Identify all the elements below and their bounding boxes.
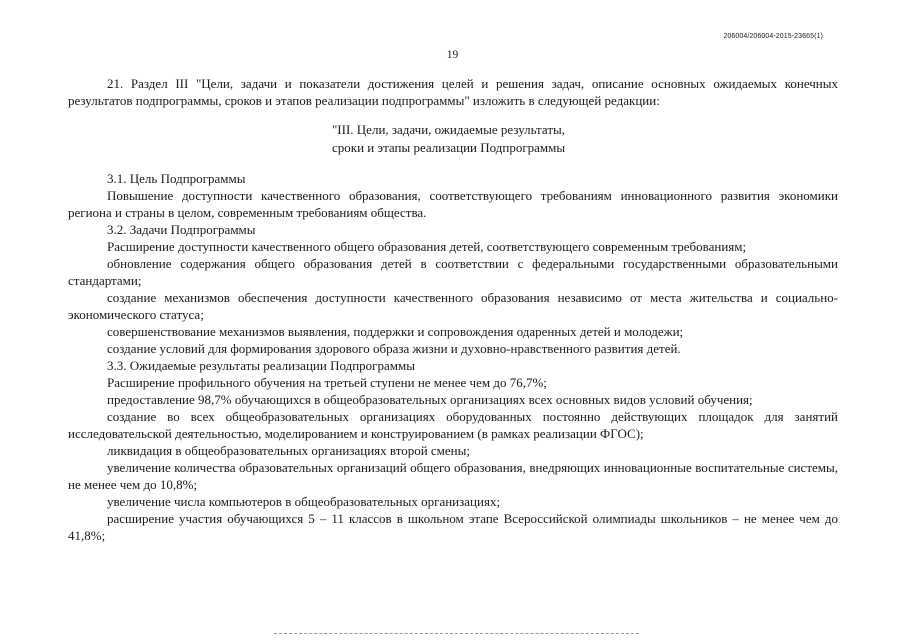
task-item: обновление содержания общего образования детей в соответствии с федеральными государственными образовательными стандартами;	[68, 256, 838, 288]
document-id: 206004/206004-2015-23665(1)	[723, 33, 823, 40]
result-item: расширение участия обучающихся 5 – 11 классов в школьном этапе Всероссийской олимпиады школьников – не менее чем до 41,8%;	[68, 511, 838, 543]
page-number: 19	[446, 49, 459, 61]
result-item: увеличение числа компьютеров в общеобразовательных организациях;	[107, 494, 501, 509]
goal-heading: 3.1. Цель Подпрограммы	[107, 171, 246, 186]
document-body	[68, 75, 838, 544]
goal-text: Повышение доступности качественного образования, соответствующего требованиям инновационного развития экономики региона и страны в целом, современным требованиям общества.	[68, 188, 838, 220]
section-title-line-2: сроки и этапы реализации Подпрограммы	[332, 139, 566, 155]
task-item: Расширение доступности качественного общего образования детей, соответствующего современным требованиям;	[107, 239, 747, 254]
intro-paragraph: 21. Раздел III "Цели, задачи и показатели достижения целей и решения задач, описание основных ожидаемых конечных результатов подпрограммы, сроков и этапов реализации подпрограммы" изложить в следующей редакции:	[68, 76, 838, 108]
results-heading: 3.3. Ожидаемые результаты реализации Подпрограммы	[107, 358, 415, 373]
task-item: совершенствование механизмов выявления, поддержки и сопровождения одаренных детей и молодежи;	[107, 324, 684, 339]
section-title-line-1: "III. Цели, задачи, ожидаемые результаты,	[332, 122, 565, 137]
page-bottom-divider	[274, 633, 639, 634]
result-item: создание во всех общеобразовательных организациях оборудованных постоянно действующих площадок для занятий исследовательской деятельностью, моделированием и конструированием (в рамках реализации ФГОС);	[68, 409, 838, 441]
result-item: ликвидация в общеобразовательных организациях второй смены;	[107, 443, 470, 458]
result-item: предоставление 98,7% обучающихся в общеобразовательных организациях всех основных видов условий обучения;	[107, 392, 753, 407]
task-item: создание механизмов обеспечения доступности качественного образования независимо от места жительства и социально-экономического статуса;	[68, 290, 838, 322]
task-item: создание условий для формирования здорового образа жизни и духовно-нравственного развития детей.	[107, 341, 681, 356]
tasks-heading: 3.2. Задачи Подпрограммы	[107, 222, 256, 237]
section-title	[68, 121, 838, 156]
result-item: Расширение профильного обучения на третьей ступени не менее чем до 76,7%;	[107, 375, 547, 390]
result-item: увеличение количества образовательных организаций общего образования, внедряющих инновационные воспитательные системы, не менее чем до 10,8%;	[68, 460, 838, 492]
